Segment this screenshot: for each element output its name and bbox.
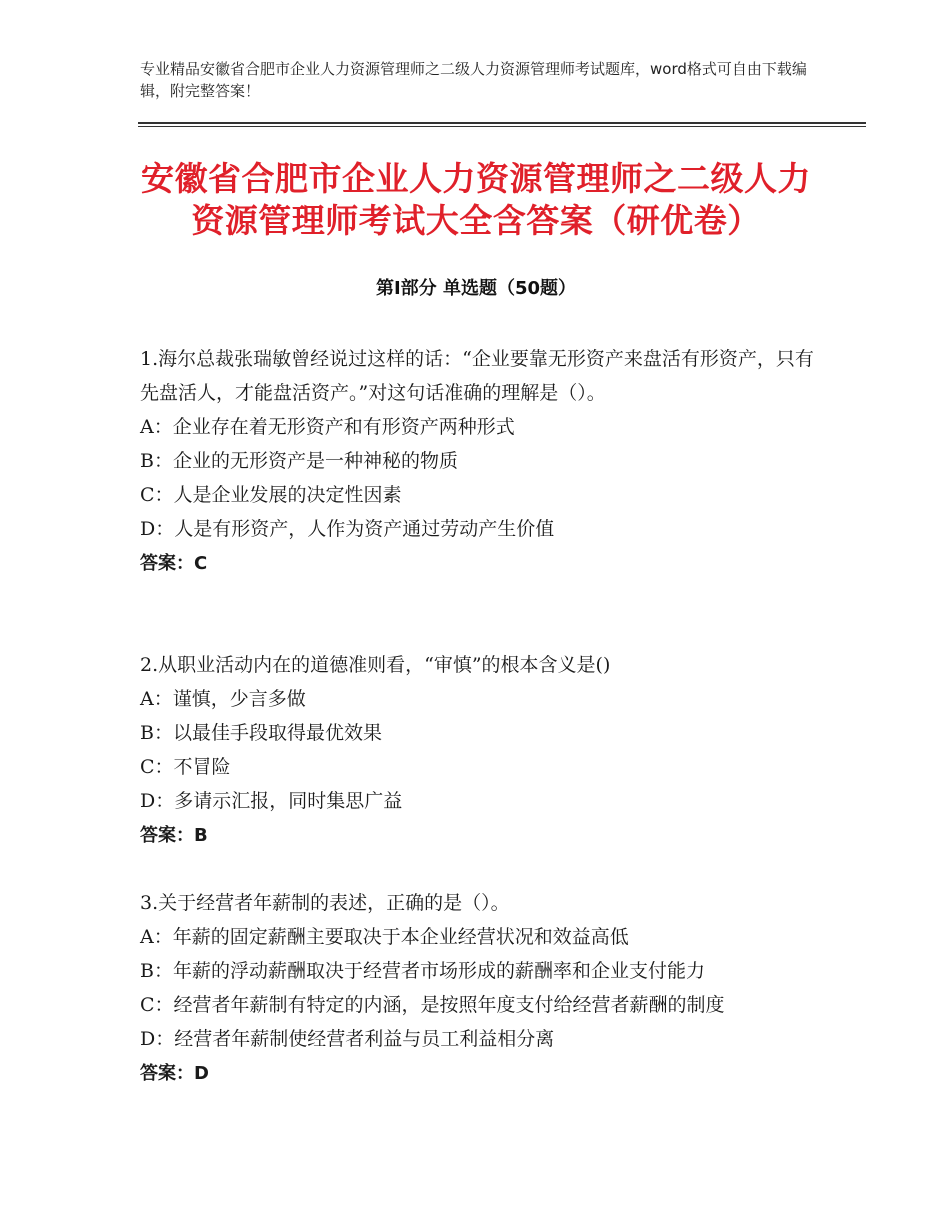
section-title: 第Ⅰ部分 单选题（50题）	[375, 278, 576, 299]
answer: 答案：B	[140, 825, 208, 846]
question-3	[140, 886, 820, 1092]
option-b: B：年薪的浮动薪酬取决于经营者市场形成的薪酬率和企业支付能力	[140, 960, 705, 982]
option-a: A：企业存在着无形资产和有形资产两种形式	[140, 416, 515, 438]
question-2	[140, 648, 820, 854]
header-divider-thin	[138, 126, 866, 127]
option-b: B：企业的无形资产是一种神秘的物质	[140, 450, 458, 472]
option-c: C：不冒险	[140, 756, 231, 778]
question-stem: 2.从职业活动内在的道德准则看，“审慎”的根本含义是()	[140, 654, 611, 676]
option-c: C：人是企业发展的决定性因素	[140, 484, 402, 506]
answer: 答案：C	[140, 553, 208, 574]
option-b: B：以最佳手段取得最优效果	[140, 722, 382, 744]
option-d: D：经营者年薪制使经营者利益与员工利益相分离	[140, 1028, 555, 1050]
header-note: 专业精品安徽省合肥市企业人力资源管理师之二级人力资源管理师考试题库，word格式可自由下载编辑，附完整答案！	[140, 60, 807, 100]
question-1	[140, 342, 820, 582]
question-stem: 3.关于经营者年薪制的表述，正确的是（）。	[140, 892, 510, 914]
document-title: 安徽省合肥市企业人力资源管理师之二级人力资源管理师考试大全含答案（研优卷）	[141, 159, 811, 240]
question-stem: 1.海尔总裁张瑞敏曾经说过这样的话：“企业要靠无形资产来盘活有形资产，只有先盘活人，才能盘活资产。”对这句话准确的理解是（）。	[140, 348, 814, 404]
answer: 答案：D	[140, 1063, 209, 1084]
option-a: A：谨慎，少言多做	[140, 688, 306, 710]
option-d: D：多请示汇报，同时集思广益	[140, 790, 403, 812]
option-c: C：经营者年薪制有特定的内涵，是按照年度支付给经营者薪酬的制度	[140, 994, 725, 1016]
option-a: A：年薪的固定薪酬主要取决于本企业经营状况和效益高低	[140, 926, 629, 948]
option-d: D：人是有形资产，人作为资产通过劳动产生价值	[140, 518, 555, 540]
header-divider-thick	[138, 122, 866, 124]
